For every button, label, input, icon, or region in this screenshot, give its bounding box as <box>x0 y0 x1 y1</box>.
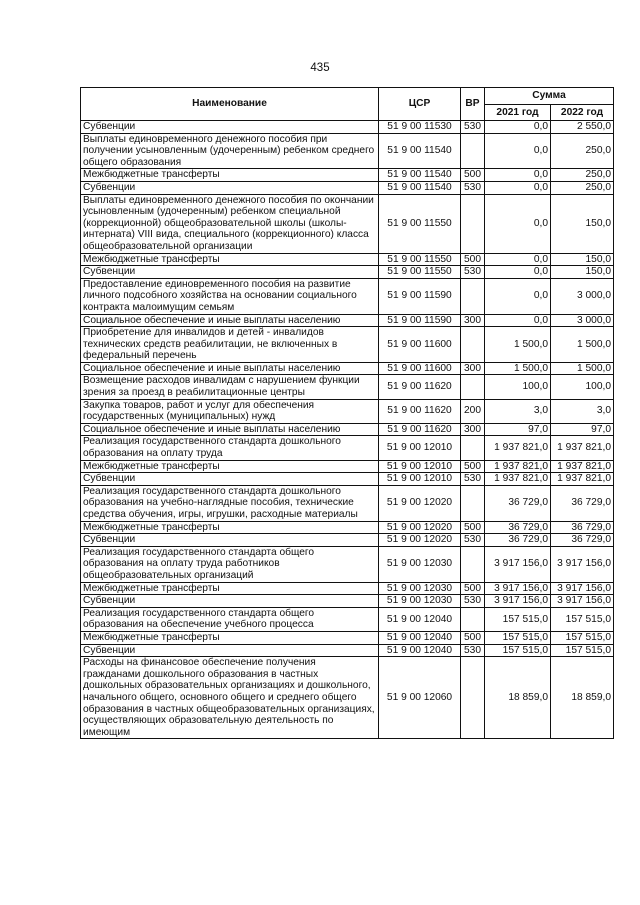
cell-sum-2021: 1 937 821,0 <box>485 473 551 486</box>
cell-sum-2021: 97,0 <box>485 423 551 436</box>
table-row <box>81 253 614 266</box>
cell-vr <box>461 607 485 631</box>
cell-sum-2021: 157 515,0 <box>485 644 551 657</box>
cell-sum-2021: 3 917 156,0 <box>485 595 551 608</box>
cell-csr: 51 9 00 12030 <box>379 582 461 595</box>
cell-sum-2021: 1 500,0 <box>485 327 551 363</box>
cell-sum-2022: 157 515,0 <box>551 631 614 644</box>
cell-csr: 51 9 00 12020 <box>379 521 461 534</box>
cell-vr: 530 <box>461 534 485 547</box>
table-row <box>81 194 614 253</box>
table-row <box>81 169 614 182</box>
cell-name: Реализация государственного стандарта общего образования на оплату труда работников общеобразовательных организаций <box>81 546 379 582</box>
cell-vr: 500 <box>461 460 485 473</box>
cell-name: Реализация государственного стандарта дошкольного образования на оплату труда <box>81 436 379 460</box>
cell-vr <box>461 133 485 169</box>
cell-csr: 51 9 00 11540 <box>379 133 461 169</box>
cell-vr: 500 <box>461 631 485 644</box>
cell-sum-2021: 0,0 <box>485 169 551 182</box>
header-vr: ВР <box>461 88 485 121</box>
cell-csr: 51 9 00 12010 <box>379 460 461 473</box>
cell-sum-2021: 157 515,0 <box>485 607 551 631</box>
cell-name: Субвенции <box>81 266 379 279</box>
cell-sum-2022: 36 729,0 <box>551 534 614 547</box>
cell-csr: 51 9 00 11590 <box>379 314 461 327</box>
cell-sum-2022: 36 729,0 <box>551 521 614 534</box>
cell-csr: 51 9 00 12040 <box>379 631 461 644</box>
cell-vr: 530 <box>461 595 485 608</box>
cell-vr <box>461 194 485 253</box>
cell-name: Субвенции <box>81 534 379 547</box>
cell-name: Субвенции <box>81 121 379 134</box>
cell-sum-2022: 1 937 821,0 <box>551 460 614 473</box>
cell-sum-2021: 36 729,0 <box>485 521 551 534</box>
cell-csr: 51 9 00 11620 <box>379 399 461 423</box>
cell-name: Межбюджетные трансферты <box>81 521 379 534</box>
cell-csr: 51 9 00 12040 <box>379 644 461 657</box>
cell-name: Выплаты единовременного денежного пособия по окончании усыновленным (удочеренным) ребенком специальной (коррекционной) общеобразовательной школы (школы-интерната) VIII вида, специального (коррекционного) класса общеобразовательной организации <box>81 194 379 253</box>
cell-sum-2022: 150,0 <box>551 194 614 253</box>
cell-vr: 500 <box>461 169 485 182</box>
cell-sum-2021: 157 515,0 <box>485 631 551 644</box>
cell-sum-2022: 150,0 <box>551 266 614 279</box>
table-header <box>81 88 614 121</box>
cell-name: Расходы на финансовое обеспечение получения гражданами дошкольного образования в частных дошкольных образовательных организациях и дошкольного, начального общего, основного общего и среднего общего образования в частных общеобразовательных организациях, осуществляющих образовательную деятельность по имеющим <box>81 657 379 739</box>
cell-sum-2021: 1 500,0 <box>485 362 551 375</box>
cell-csr: 51 9 00 11550 <box>379 253 461 266</box>
cell-sum-2021: 0,0 <box>485 121 551 134</box>
table-row <box>81 485 614 521</box>
table-row <box>81 595 614 608</box>
table-row <box>81 473 614 486</box>
cell-sum-2021: 18 859,0 <box>485 657 551 739</box>
cell-name: Социальное обеспечение и иные выплаты населению <box>81 314 379 327</box>
cell-sum-2022: 3,0 <box>551 399 614 423</box>
table-row <box>81 375 614 399</box>
table-row <box>81 181 614 194</box>
cell-csr: 51 9 00 12040 <box>379 607 461 631</box>
cell-sum-2022: 157 515,0 <box>551 644 614 657</box>
table-row <box>81 521 614 534</box>
cell-vr: 530 <box>461 644 485 657</box>
cell-sum-2022: 250,0 <box>551 181 614 194</box>
cell-vr: 530 <box>461 181 485 194</box>
cell-sum-2021: 0,0 <box>485 253 551 266</box>
cell-vr: 530 <box>461 266 485 279</box>
cell-csr: 51 9 00 11620 <box>379 375 461 399</box>
table-row <box>81 607 614 631</box>
cell-sum-2022: 250,0 <box>551 133 614 169</box>
cell-csr: 51 9 00 12010 <box>379 473 461 486</box>
header-name: Наименование <box>81 88 379 121</box>
cell-csr: 51 9 00 11600 <box>379 362 461 375</box>
cell-vr: 530 <box>461 473 485 486</box>
cell-vr: 200 <box>461 399 485 423</box>
cell-sum-2021: 3 917 156,0 <box>485 582 551 595</box>
cell-name: Закупка товаров, работ и услуг для обеспечения государственных (муниципальных) нужд <box>81 399 379 423</box>
cell-sum-2022: 3 917 156,0 <box>551 546 614 582</box>
cell-sum-2021: 0,0 <box>485 314 551 327</box>
cell-name: Межбюджетные трансферты <box>81 631 379 644</box>
table-row <box>81 133 614 169</box>
header-sum: Сумма <box>485 88 614 105</box>
cell-name: Предоставление единовременного пособия на развитие личного подсобного хозяйства на основании социального контракта малоимущим семьям <box>81 278 379 314</box>
table-row <box>81 460 614 473</box>
cell-sum-2021: 1 937 821,0 <box>485 460 551 473</box>
table-row <box>81 582 614 595</box>
cell-csr: 51 9 00 12020 <box>379 534 461 547</box>
cell-name: Межбюджетные трансферты <box>81 460 379 473</box>
table-row <box>81 423 614 436</box>
table-row <box>81 121 614 134</box>
cell-vr <box>461 657 485 739</box>
cell-name: Социальное обеспечение и иные выплаты населению <box>81 362 379 375</box>
table-row <box>81 436 614 460</box>
cell-vr: 530 <box>461 121 485 134</box>
table-body <box>81 121 614 739</box>
cell-sum-2022: 3 000,0 <box>551 278 614 314</box>
cell-csr: 51 9 00 12030 <box>379 546 461 582</box>
cell-name: Реализация государственного стандарта общего образования на обеспечение учебного процесса <box>81 607 379 631</box>
budget-table <box>80 87 614 739</box>
cell-name: Социальное обеспечение и иные выплаты населению <box>81 423 379 436</box>
cell-name: Субвенции <box>81 181 379 194</box>
cell-sum-2022: 100,0 <box>551 375 614 399</box>
cell-csr: 51 9 00 11530 <box>379 121 461 134</box>
cell-csr: 51 9 00 12060 <box>379 657 461 739</box>
cell-sum-2021: 0,0 <box>485 266 551 279</box>
cell-sum-2022: 3 917 156,0 <box>551 595 614 608</box>
cell-vr: 300 <box>461 423 485 436</box>
cell-vr <box>461 327 485 363</box>
cell-sum-2021: 0,0 <box>485 181 551 194</box>
cell-vr <box>461 485 485 521</box>
cell-csr: 51 9 00 11590 <box>379 278 461 314</box>
cell-sum-2021: 3,0 <box>485 399 551 423</box>
cell-csr: 51 9 00 11550 <box>379 266 461 279</box>
header-csr: ЦСР <box>379 88 461 121</box>
page-number: 435 <box>310 62 330 74</box>
cell-sum-2022: 3 000,0 <box>551 314 614 327</box>
cell-name: Межбюджетные трансферты <box>81 169 379 182</box>
cell-name: Субвенции <box>81 644 379 657</box>
cell-sum-2022: 1 937 821,0 <box>551 473 614 486</box>
cell-name: Субвенции <box>81 473 379 486</box>
cell-csr: 51 9 00 11620 <box>379 423 461 436</box>
table-row <box>81 631 614 644</box>
cell-sum-2022: 18 859,0 <box>551 657 614 739</box>
cell-name: Приобретение для инвалидов и детей - инвалидов технических средств реабилитации, не включенных в федеральный перечень <box>81 327 379 363</box>
cell-name: Межбюджетные трансферты <box>81 253 379 266</box>
cell-sum-2021: 100,0 <box>485 375 551 399</box>
table-row <box>81 266 614 279</box>
cell-sum-2022: 97,0 <box>551 423 614 436</box>
cell-sum-2021: 3 917 156,0 <box>485 546 551 582</box>
cell-vr <box>461 436 485 460</box>
cell-vr: 500 <box>461 521 485 534</box>
cell-sum-2021: 0,0 <box>485 278 551 314</box>
cell-vr: 500 <box>461 582 485 595</box>
cell-csr: 51 9 00 12030 <box>379 595 461 608</box>
table-row <box>81 362 614 375</box>
cell-csr: 51 9 00 12020 <box>379 485 461 521</box>
cell-sum-2021: 0,0 <box>485 194 551 253</box>
cell-sum-2021: 36 729,0 <box>485 534 551 547</box>
table-row <box>81 399 614 423</box>
cell-sum-2022: 1 500,0 <box>551 362 614 375</box>
cell-sum-2021: 1 937 821,0 <box>485 436 551 460</box>
cell-vr: 300 <box>461 314 485 327</box>
cell-sum-2022: 2 550,0 <box>551 121 614 134</box>
table-row <box>81 657 614 739</box>
cell-sum-2022: 3 917 156,0 <box>551 582 614 595</box>
cell-sum-2022: 250,0 <box>551 169 614 182</box>
table-row <box>81 278 614 314</box>
cell-csr: 51 9 00 11540 <box>379 181 461 194</box>
table-row <box>81 546 614 582</box>
cell-sum-2021: 36 729,0 <box>485 485 551 521</box>
cell-vr <box>461 546 485 582</box>
cell-name: Межбюджетные трансферты <box>81 582 379 595</box>
cell-sum-2022: 36 729,0 <box>551 485 614 521</box>
cell-name: Субвенции <box>81 595 379 608</box>
cell-name: Возмещение расходов инвалидам с нарушением функции зрения за проезд в реабилитационные центры <box>81 375 379 399</box>
cell-sum-2022: 1 937 821,0 <box>551 436 614 460</box>
table-row <box>81 644 614 657</box>
cell-sum-2022: 157 515,0 <box>551 607 614 631</box>
cell-csr: 51 9 00 11540 <box>379 169 461 182</box>
table-row <box>81 327 614 363</box>
table-row <box>81 534 614 547</box>
header-year-2021: 2021 год <box>485 105 551 121</box>
cell-csr: 51 9 00 11600 <box>379 327 461 363</box>
cell-vr: 500 <box>461 253 485 266</box>
cell-sum-2022: 1 500,0 <box>551 327 614 363</box>
cell-vr: 300 <box>461 362 485 375</box>
cell-csr: 51 9 00 12010 <box>379 436 461 460</box>
cell-name: Выплаты единовременного денежного пособия при получении усыновленным (удочеренным) ребенком среднего общего образования <box>81 133 379 169</box>
header-year-2022: 2022 год <box>551 105 614 121</box>
table-row <box>81 314 614 327</box>
cell-sum-2021: 0,0 <box>485 133 551 169</box>
cell-vr <box>461 375 485 399</box>
cell-sum-2022: 150,0 <box>551 253 614 266</box>
cell-vr <box>461 278 485 314</box>
cell-name: Реализация государственного стандарта дошкольного образования на учебно-наглядные пособия, технические средства обучения, игры, игрушки, расходные материалы <box>81 485 379 521</box>
cell-csr: 51 9 00 11550 <box>379 194 461 253</box>
